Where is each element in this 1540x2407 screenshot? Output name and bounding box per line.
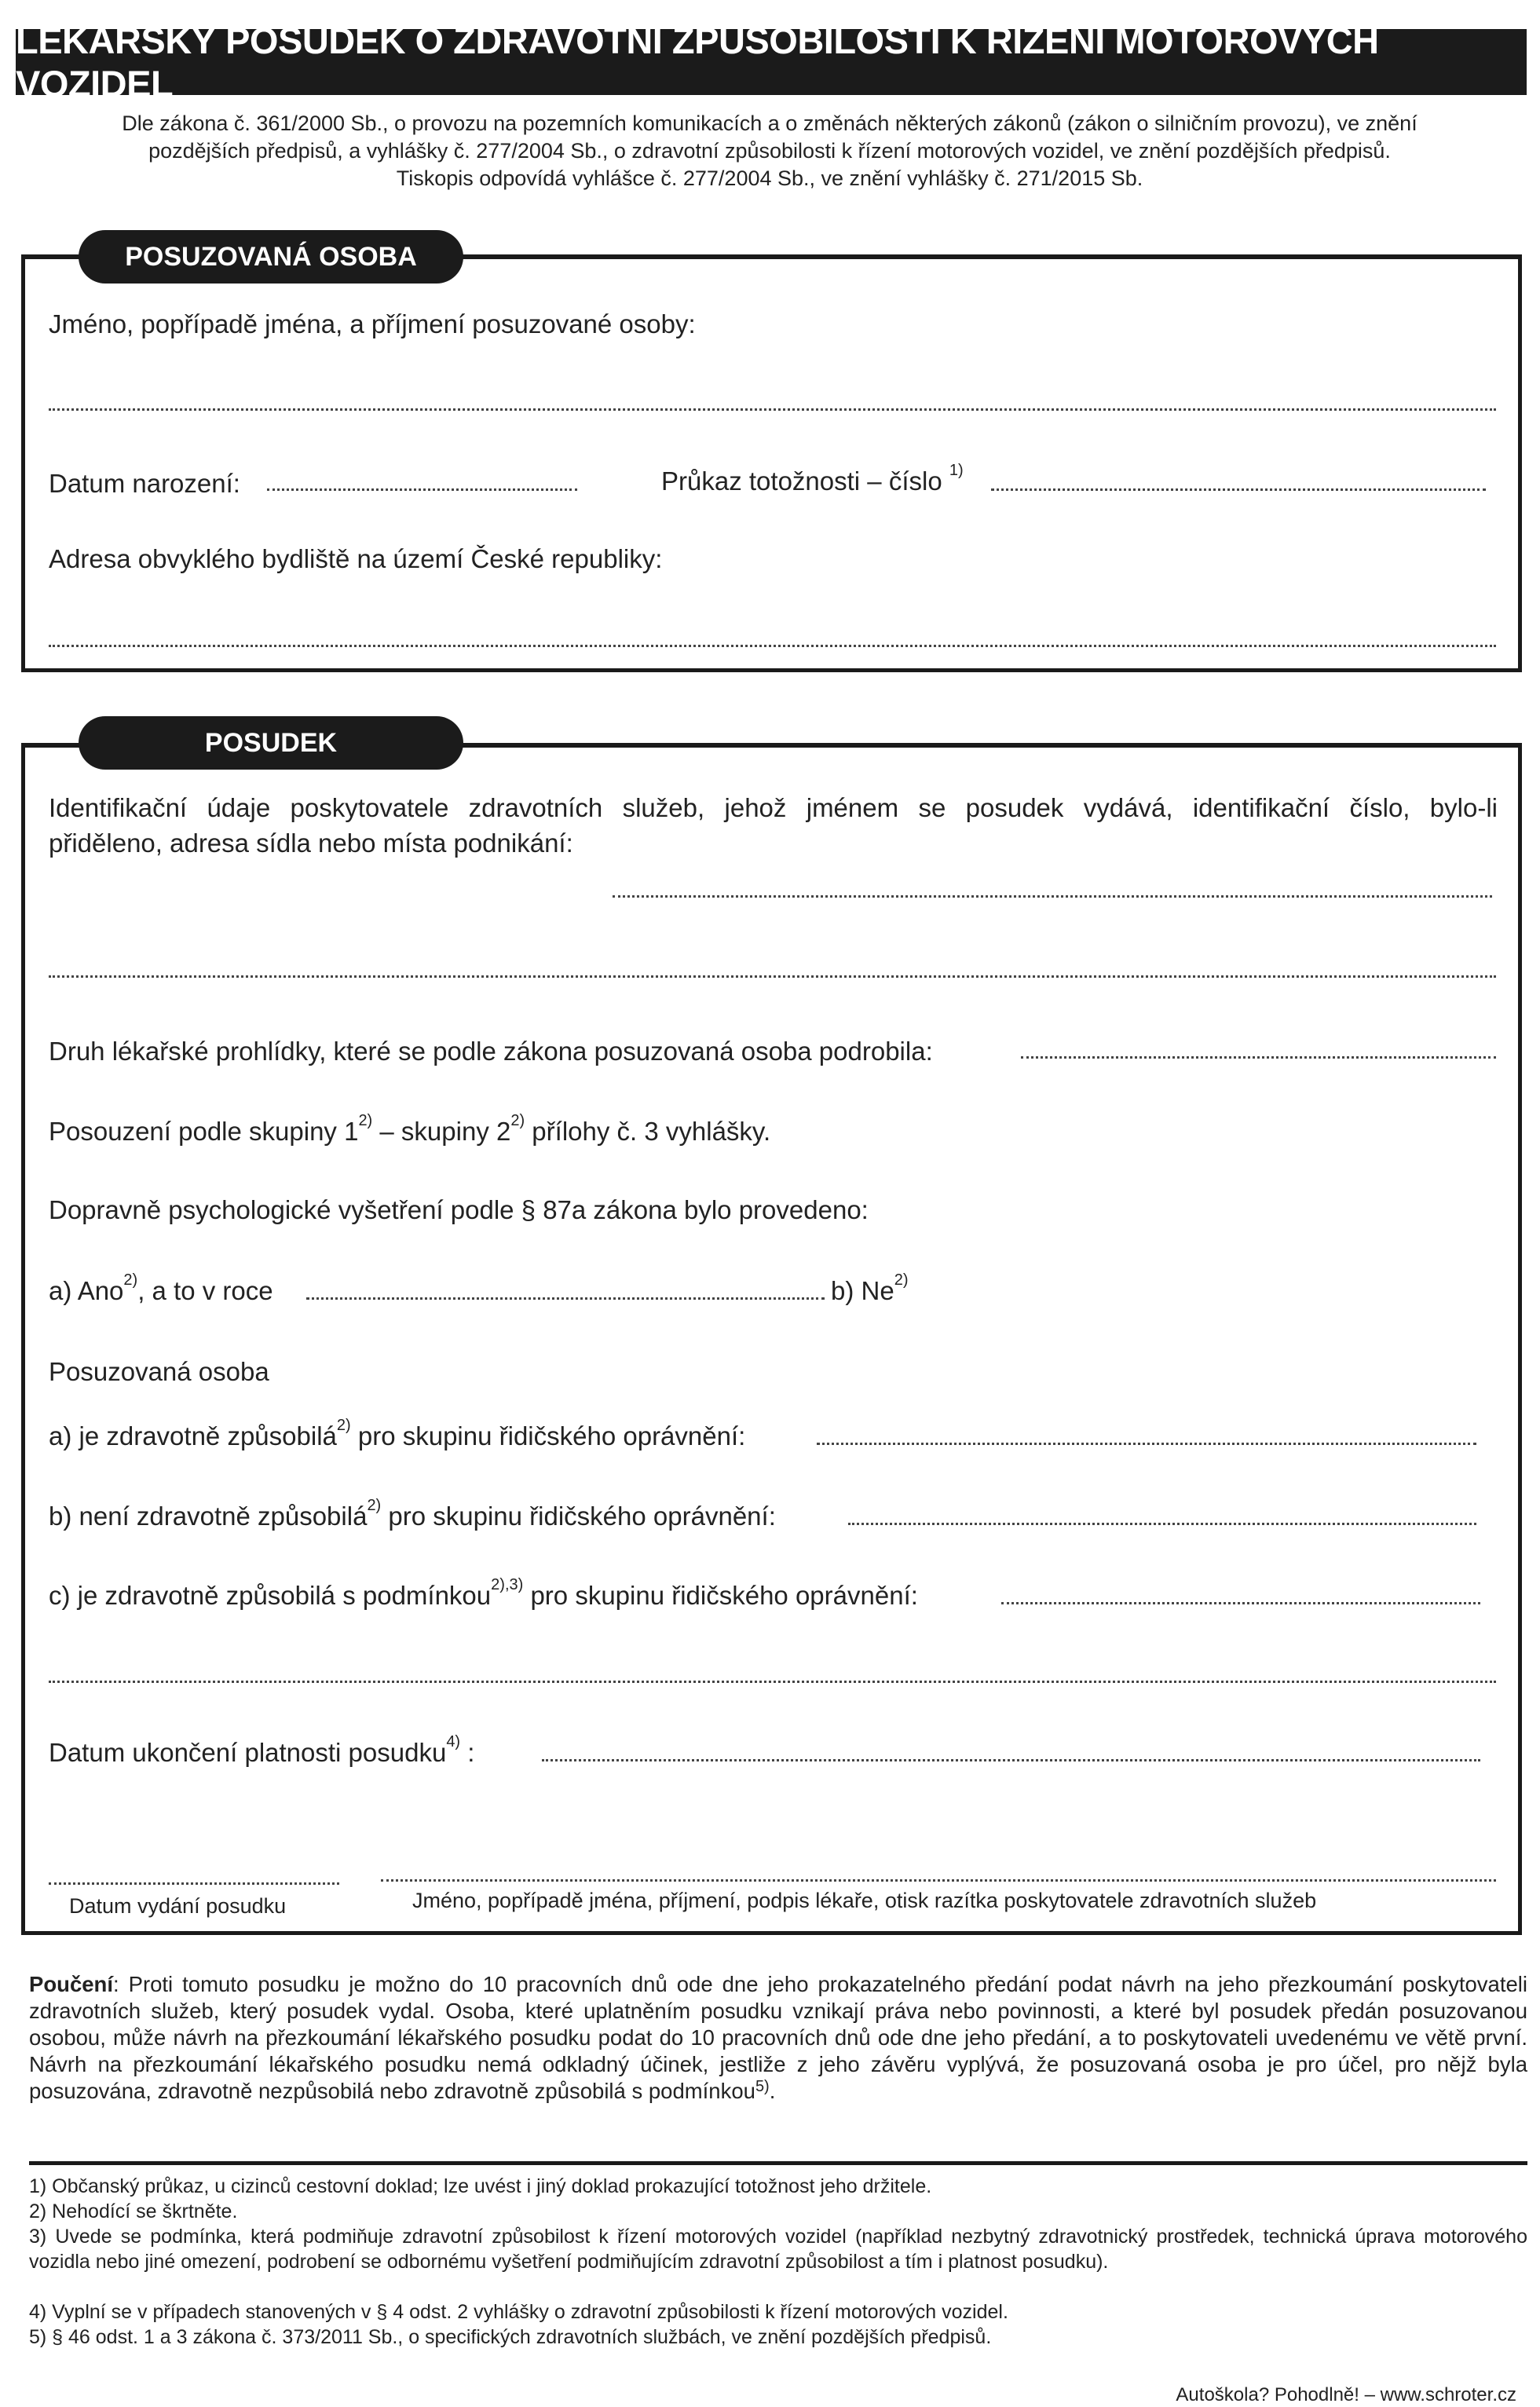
footnote-ref: 2) (358, 1112, 373, 1129)
footnote-ref: 4) (446, 1733, 461, 1750)
footnote-ref: 2) (894, 1271, 909, 1289)
footnote-1: 1) Občanský průkaz, u cizinců cestovní doklad; lze uvést i jiný doklad prokazující totožnost jeho držitele. (29, 2175, 932, 2197)
footnote-ref: 2) (123, 1271, 138, 1289)
psych-year-field[interactable] (306, 1297, 825, 1300)
signature-caption: Jméno, popřípadě jména, příjmení, podpis lékaře, otisk razítka poskytovatele zdravotních služeb (412, 1889, 1317, 1912)
document-title: LÉKAŘSKÝ POSUDEK O ZDRAVOTNÍ ZPŮSOBILOSTI K ŘÍZENÍ MOTOROVÝCH VOZIDEL (16, 20, 1379, 104)
legal-notice: Poučení: Proti tomuto posudku je možno do 10 pracovních dnů ode dne jeho prokazatelného předání podat návrh na jeho přezkoumání poskytovateli zdravotních služeb, který posudek vydal. Osoba, které uplatněním posudku vznikají práva nebo povinnosti, a které byl posudek předán posuzovanou osobou, může návrh na přezkoumání lékařského posudku podat do 10 pracovních dnů ode dne jeho předání, a to poskytovateli uvedenému ve větě první. Návrh na přezkoumání lékařského posudku nemá odkladný účinek, jestliže z jeho závěru vyplývá, že posuzovaná osoba je pro účel, pro nějž byla posuzována, zdravotně nezpůsobilá nebo zdravotně způsobilá s podmínkou$^{5)}$. (29, 1972, 1527, 2103)
psych-yes-option[interactable]: a) Ano$^{2)}$, a to v roce (49, 1271, 273, 1305)
id-document-field[interactable] (991, 488, 1486, 491)
name-field[interactable] (49, 408, 1496, 411)
intro-line: Tiskopis odpovídá vyhlášce č. 277/2004 Sb., ve znění vyhlášky č. 271/2015 Sb. (396, 166, 1143, 190)
fit-groups-field[interactable] (817, 1443, 1476, 1445)
unfit-option[interactable]: b) není zdravotně způsobilá$^{2)}$ pro skupinu řidičského oprávnění: (49, 1497, 776, 1531)
person-section-title: POSUZOVANÁ OSOBA (125, 241, 417, 272)
provider-field-2[interactable] (49, 975, 1496, 978)
birth-date-label: Datum narození: (49, 469, 240, 498)
provider-label-line2: přiděleno, adresa sídla nebo místa podnikání: (49, 829, 573, 858)
conditional-detail-field[interactable] (49, 1681, 1496, 1683)
group-assessment-text[interactable]: Posouzení podle skupiny 1$^{2)}$ – skupiny 2$^{2)}$ přílohy č. 3 vyhlášky. (49, 1112, 771, 1146)
psych-no-option[interactable]: b) Ne$^{2)}$ (831, 1271, 909, 1305)
unfit-groups-field[interactable] (848, 1523, 1476, 1525)
footnote-ref: 1) (949, 462, 964, 479)
address-label: Adresa obvyklého bydliště na území České republiky: (49, 544, 663, 573)
psych-exam-label: Dopravně psychologické vyšetření podle § 87a zákona bylo provedeno: (49, 1195, 869, 1224)
person-section-heading (79, 230, 463, 283)
legal-intro (31, 110, 1508, 192)
assessed-person-label: Posuzovaná osoba (49, 1357, 269, 1386)
issue-date-caption: Datum vydání posudku (69, 1894, 287, 1918)
exam-type-label: Druh lékařské prohlídky, které se podle zákona posuzovaná osoba podrobila: (49, 1037, 933, 1066)
footnote-4: 4) Vyplní se v případech stanovených v § 4 odst. 2 vyhlášky o zdravotní způsobilosti k řízení motorových vozidel. (29, 2301, 1008, 2323)
footnote-ref: 5) (755, 2078, 770, 2095)
validity-label: Datum ukončení platnosti posudku$^{4)}$ : (49, 1733, 475, 1767)
credit-line: Autoškola? Pohodlně! – www.schroter.cz (1176, 2384, 1516, 2405)
footnote-5: 5) § 46 odst. 1 a 3 zákona č. 373/2011 Sb., o specifických zdravotních službách, ve znění pozdějších předpisů. (29, 2326, 992, 2348)
name-label: Jméno, popřípadě jména, a příjmení posuzované osoby: (49, 309, 696, 338)
issue-date-field[interactable] (49, 1882, 339, 1885)
signature-field[interactable] (381, 1879, 1496, 1882)
notice-text: : Proti tomuto posudku je možno do 10 pracovních dnů ode dne jeho prokazatelného předání podat návrh na jeho přezkoumání poskytovateli zdravotních služeb, který posudek vydal. Osoba, které uplatněním posudku vznikají práva nebo povinnosti, a které byl posudek předán posuzovanou osobou, může návrh na přezkoumání lékařského posudku podat do 10 pracovních dnů ode dne jeho předání, a to poskytovateli uvedenému ve větě první. Návrh na přezkoumání lékařského posudku nemá odkladný účinek, jestliže z jeho závěru vyplývá, že posuzovaná osoba je pro účel, pro nějž byla posuzována, zdravotně nezpůsobilá nebo zdravotně způsobilá s podmínkou (29, 1972, 1527, 2103)
notice-label: Poučení (29, 1972, 113, 1996)
id-document-label: Průkaz totožnosti – číslo $^{1)}$ (661, 462, 964, 496)
footnote-ref: 2) (367, 1497, 382, 1514)
conditional-groups-field[interactable] (1001, 1602, 1480, 1604)
address-field[interactable] (49, 645, 1496, 647)
footnote-ref: 2),3) (491, 1576, 524, 1593)
footnote-ref: 2) (510, 1112, 525, 1129)
fit-option[interactable]: a) je zdravotně způsobilá$^{2)}$ pro skupinu řidičského oprávnění: (49, 1417, 746, 1450)
document-title-bar (16, 20, 1527, 104)
conditional-option[interactable]: c) je zdravotně způsobilá s podmínkou$^{2),3)}$ pro skupinu řidičského oprávnění: (49, 1576, 918, 1610)
intro-line: pozdějších předpisů, a vyhlášky č. 277/2004 Sb., o zdravotní způsobilosti k řízení motorových vozidel, ve znění pozdějších předpisů. (148, 139, 1391, 163)
footnote-3: 3) Uvede se podmínka, která podmiňuje zdravotní způsobilost k řízení motorových vozidel (například nezbytný zdravotnický prostředek, technická úprava motorového vozidla nebo jiné omezení, podrobení se odbornému vyšetření podmiňujícím zdravotní způsobilost a tím i platnost posudku). (29, 2226, 1527, 2273)
exam-type-field[interactable] (1021, 1056, 1496, 1059)
footnote-divider (29, 2161, 1527, 2165)
intro-line: Dle zákona č. 361/2000 Sb., o provozu na pozemních komunikacích a o změnách některých zákonů (zákon o silničním provozu), ve znění (122, 112, 1417, 135)
footnote-2: 2) Nehodící se škrtněte. (29, 2200, 238, 2222)
validity-end-date-field[interactable] (542, 1759, 1480, 1761)
provider-field-1[interactable] (613, 895, 1492, 898)
assessment-section-title: POSUDEK (204, 727, 338, 758)
birth-date-field[interactable] (267, 488, 577, 491)
footnote-ref: 2) (336, 1417, 351, 1434)
assessment-section-heading (79, 716, 463, 770)
provider-label-line1: Identifikační údaje poskytovatele zdravotních služeb, jehož jménem se posudek vydává, identifikační číslo, bylo-li (49, 793, 1498, 822)
